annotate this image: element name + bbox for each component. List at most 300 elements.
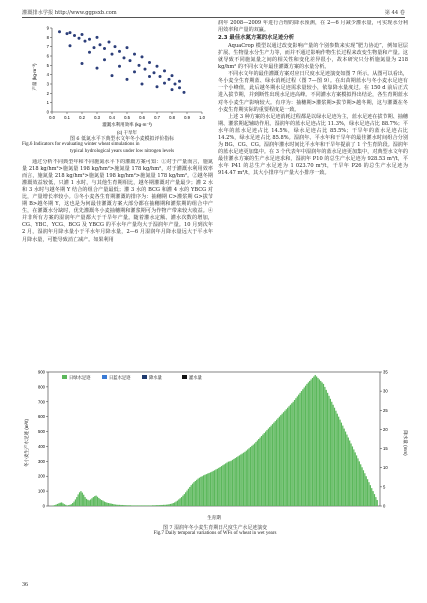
fig6-caption (22, 136, 222, 155)
green-wf-bar (83, 495, 84, 506)
legend-label: 降水量 (149, 375, 162, 380)
bar-y2tick-label: 25 (383, 407, 388, 413)
green-wf-bar (320, 381, 321, 506)
page-number: 36 (22, 582, 28, 588)
green-wf-bar (352, 446, 353, 506)
green-wf-bar (225, 463, 226, 506)
green-wf-bar (64, 504, 65, 506)
scatter-xtick-label: 0.1 (64, 115, 70, 120)
green-wf-bar (195, 481, 196, 506)
green-wf-bar (142, 505, 143, 506)
green-wf-bar (293, 402, 294, 506)
green-wf-bar (178, 499, 179, 506)
bar-chart (22, 368, 408, 523)
green-wf-bar (321, 382, 322, 506)
green-wf-bar (360, 464, 361, 506)
green-wf-bar (363, 470, 364, 506)
green-wf-bar (236, 457, 237, 506)
green-wf-bar (247, 449, 248, 506)
green-wf-bar (254, 443, 255, 506)
green-wf-bar (69, 505, 70, 506)
green-wf-bar (197, 479, 198, 506)
green-wf-bar (124, 505, 125, 506)
green-wf-bar (319, 379, 320, 506)
scatter-ytick-label: 9 (46, 25, 49, 31)
green-wf-bar (56, 505, 57, 506)
green-wf-bar (207, 474, 208, 506)
scatter-panel-label: (c) 干旱年 (117, 130, 137, 135)
bar-y2tick-label: 30 (383, 388, 388, 394)
scatter-point (141, 55, 144, 58)
green-wf-bar (371, 488, 372, 506)
green-wf-bar (284, 411, 285, 506)
green-wf-bar (164, 505, 165, 506)
legend-swatch (182, 375, 187, 379)
green-wf-bar (105, 502, 106, 506)
green-wf-bar (108, 503, 109, 506)
scatter-point (156, 85, 159, 88)
green-wf-bar (302, 389, 303, 506)
right-column (218, 20, 408, 362)
scatter-ytick-label: 8 (46, 34, 49, 40)
green-wf-bar (315, 375, 316, 506)
bar-y2tick-label: 20 (383, 426, 388, 432)
green-wf-bar (91, 498, 92, 506)
scatter-xtick-label: 0.9 (184, 115, 190, 120)
green-wf-bar (288, 406, 289, 506)
green-wf-bar (214, 470, 215, 506)
green-wf-bar (118, 505, 119, 506)
green-wf-bar (109, 503, 110, 506)
green-wf-bar (189, 487, 190, 506)
green-wf-bar (156, 505, 157, 506)
green-wf-bar (111, 504, 112, 506)
green-wf-bar (221, 466, 222, 506)
green-wf-bar (253, 445, 254, 506)
green-wf-bar (273, 423, 274, 506)
green-wf-bar (155, 505, 156, 506)
green-wf-bar (120, 505, 121, 506)
green-wf-bar (276, 420, 277, 506)
volume-number: 第 44 卷 (384, 10, 405, 16)
scatter-point (148, 75, 151, 78)
bar-ytick-label: 900 (38, 369, 45, 375)
green-wf-bar (233, 459, 234, 506)
green-wf-bar (67, 505, 68, 506)
green-wf-bar (226, 463, 227, 506)
green-wf-bar (97, 497, 98, 506)
scatter-point (126, 46, 129, 49)
fig6-caption-cn: 图 6 低氮水平下典型水文年冬小麦模拟评价指标 (69, 136, 175, 142)
bar-ylabel-right: 降水量 (mm) (403, 430, 408, 456)
green-wf-bar (208, 473, 209, 506)
scatter-point (96, 67, 99, 70)
green-wf-bar (112, 504, 113, 506)
green-wf-bar (58, 503, 59, 506)
green-wf-bar (94, 496, 95, 506)
green-wf-bar (82, 493, 83, 506)
scatter-xtick-label: 0.3 (94, 115, 100, 120)
green-wf-bar (215, 469, 216, 506)
green-wf-bar (135, 505, 136, 506)
green-wf-bar (361, 467, 362, 506)
green-wf-bar (134, 505, 135, 506)
fig7-caption (100, 525, 330, 538)
scatter-point (108, 41, 111, 44)
green-wf-bar (72, 503, 73, 506)
scatter-point (133, 70, 136, 73)
scatter-point (81, 62, 84, 65)
green-wf-bar (262, 435, 263, 506)
green-wf-bar (131, 505, 132, 506)
right-paragraph-1: 润年 2008—2009 年进行合理的降水预测，在 2—6 月减少灌水量，可实现水分利用效率和产量的双赢。 (218, 20, 408, 34)
green-wf-bar (355, 452, 356, 506)
green-wf-bar (203, 475, 204, 506)
green-wf-bar (272, 424, 273, 506)
scatter-point (111, 53, 114, 56)
green-wf-bar (79, 492, 80, 506)
green-wf-bar (217, 469, 218, 506)
left-paragraph-1: 通过分析不同典型年和不同施氮水平下的灌溉方案可知：①对于产量而言，施氮量 218 kg/hm²>施氮量 198 kg/hm²>施氮量 178 kg/hm²，对于灌溉水利用效率而言，施氮量 218 kg/hm²>施氮量 198 kg/hm²>施氮量 178 kg/hm²。②越冬期灌溉效益较低，只灌 1 水时，与其他生育期相比，越冬期灌溉对产量最少；灌 2 水和 3 水时与越冬期 Y 结合的组合产量最低；灌 3 水的 BCG 和灌 4 水的 YBCG 对比，产量增长率较小。③冬小麦各生育期灌溉的排序为：抽穗期 C>灌浆期 G>拔节期 B>越冬期 Y，这也是为何最佳灌溉方案大部分都在抽穗期和灌浆期的组合中产生，在灌溉水分缺时，优先灌溉冬小麦抽穗期和灌浆期可为作物产带来较大收益。④并非所有方案的湿润年产量都大于干旱年产量。随着灌水定额、灌水次数的增加，CG、YBC、YCG、BCG 及 YBCG 的平水年产量均大于湿润年产量。10 月到次年 2 月，湿润年月降水量小于平水年月降水量，2—6 月湿润年月降水量远大于平水年月降水量，可能导致消亡减产。如果利用 (22, 159, 213, 243)
right-paragraph-4: 上述 3 种方案的水足迹消耗过程都是以绿水足迹为主，蓝水足迹在拔节期、抽穗期、灌浆期起辅助作用。湿润年的蓝水足迹占比 11.3%，绿水足迹占比 88.7%；平水年的蓝水足迹占比 14.5%，绿水足迹占比 85.5%；干旱年的蓝水足迹占比 14.2%，绿水足迹占比 85.8%。湿润年、平水年和干旱年的最佳灌水时间组合分别为 BG、CG、CG。湿润年灌水时间比平水年和干旱年提前了 1 个生育阶段。湿润年的蓝水足迹更加集中。在 3 个代表年中湿润年的蓝水足迹更加集中，对典型水文年的最佳灌水方案的生产水足迹求和，湿润年 P10 的总生产水足迹为 928.53 m³/t，平水年 P41 的总生产水足迹为 1 023.70 m³/t，干旱年 P26 的总生产水足迹为 914.47 m³/t，其大小排序与产量大小排序一致。 (218, 113, 408, 176)
green-wf-bar (104, 502, 105, 506)
green-wf-bar (331, 402, 332, 506)
green-wf-bar (182, 496, 183, 506)
green-wf-bar (141, 505, 142, 506)
green-wf-bar (243, 453, 244, 506)
green-wf-bar (286, 409, 287, 506)
green-wf-bar (123, 505, 124, 506)
green-wf-bar (146, 505, 147, 506)
green-wf-bar (244, 452, 245, 506)
scatter-point (78, 37, 81, 40)
green-wf-bar (350, 443, 351, 506)
green-wf-bar (310, 379, 311, 506)
green-wf-bar (290, 405, 291, 506)
green-wf-bar (229, 461, 230, 506)
scatter-xtick-label: 0.4 (109, 115, 115, 120)
scatter-chart (30, 22, 210, 137)
green-wf-bar (75, 499, 76, 506)
green-wf-bar (348, 438, 349, 506)
scatter-point (118, 50, 121, 53)
green-wf-bar (346, 435, 347, 506)
scatter-xtick-label: 0.0 (49, 115, 55, 120)
green-wf-bar (333, 405, 334, 506)
scatter-point (99, 43, 102, 46)
scatter-ytick-label: 7 (46, 44, 49, 50)
green-wf-bar (224, 464, 225, 506)
scatter-xlabel: 灌溉水利用效率 (kg·m⁻³) (102, 122, 152, 127)
journal-name: 灌溉排水学报 http://www.ggpsxb.com (22, 10, 117, 16)
green-wf-bar (138, 505, 139, 506)
scatter-point (84, 40, 87, 43)
legend-label: 灌水量 (189, 375, 202, 380)
green-wf-bar (324, 387, 325, 506)
scatter-point (118, 65, 121, 68)
green-wf-bar (237, 456, 238, 506)
legend-label: 日蓝水足迹 (109, 375, 131, 380)
bar-y2tick-label: 0 (383, 503, 386, 509)
scatter-point (141, 83, 144, 86)
green-wf-bar (304, 387, 305, 506)
scatter-point (114, 45, 117, 48)
green-wf-bar (240, 454, 241, 506)
green-wf-bar (101, 500, 102, 506)
green-wf-bar (107, 503, 108, 506)
scatter-xtick-label: 0.7 (154, 115, 160, 120)
green-wf-bar (193, 482, 194, 506)
scatter-ytick-label: 6 (46, 53, 49, 59)
scatter-point (73, 34, 76, 37)
green-wf-bar (344, 429, 345, 506)
legend-swatch (142, 375, 147, 379)
green-wf-bar (115, 505, 116, 506)
bar-y2tick-label: 35 (383, 369, 388, 375)
scatter-xtick-label: 0.6 (139, 115, 145, 120)
scatter-ytick-label: 3 (46, 81, 49, 87)
bar-ytick-label: 0 (42, 503, 45, 509)
green-wf-bar (248, 448, 249, 506)
green-wf-bar (122, 505, 123, 506)
green-wf-bar (275, 421, 276, 506)
green-wf-bar (185, 492, 186, 506)
green-wf-bar (62, 503, 63, 506)
green-wf-bar (297, 396, 298, 506)
green-wf-bar (180, 498, 181, 506)
green-wf-bar (291, 403, 292, 506)
scatter-point (69, 31, 72, 34)
green-wf-bar (259, 438, 260, 506)
bar-ytick-label: 400 (38, 443, 45, 449)
green-wf-bar (129, 505, 130, 506)
green-wf-bar (282, 414, 283, 506)
bar-y2tick-label: 5 (383, 484, 386, 490)
green-wf-bar (301, 391, 302, 506)
bar-ytick-label: 600 (38, 414, 45, 420)
green-wf-bar (364, 473, 365, 506)
green-wf-bar (261, 436, 262, 506)
scatter-point (81, 33, 84, 36)
scatter-ytick-label: 0 (46, 109, 49, 115)
scatter-xtick-label: 1.0 (199, 115, 205, 120)
green-wf-bar (60, 503, 61, 506)
green-wf-bar (162, 505, 163, 506)
scatter-point (171, 74, 174, 77)
scatter-point (103, 58, 106, 61)
green-wf-bar (339, 420, 340, 506)
green-wf-bar (175, 502, 176, 506)
scatter-point (69, 44, 72, 47)
green-wf-bar (151, 505, 152, 506)
green-wf-bar (186, 491, 187, 506)
scatter-point (174, 83, 177, 86)
green-wf-bar (222, 465, 223, 506)
green-wf-bar (295, 398, 296, 506)
green-wf-bar (84, 497, 85, 506)
green-wf-bar (157, 505, 158, 506)
green-wf-bar (149, 505, 150, 506)
green-wf-bar (93, 497, 94, 506)
green-wf-bar (268, 429, 269, 506)
green-wf-bar (264, 433, 265, 506)
green-wf-bar (375, 497, 376, 506)
green-wf-bar (113, 504, 114, 506)
green-wf-bar (228, 462, 229, 506)
bar-y2tick-label: 10 (383, 465, 388, 471)
scatter-point (178, 86, 181, 89)
green-wf-bar (327, 393, 328, 506)
scatter-point (58, 30, 61, 33)
bar-ytick-label: 200 (38, 473, 45, 479)
green-wf-bar (169, 504, 170, 506)
scatter-point (96, 36, 99, 39)
green-wf-bar (277, 418, 278, 506)
green-wf-bar (330, 399, 331, 506)
green-wf-bar (140, 505, 141, 506)
green-wf-bar (130, 505, 131, 506)
bar-xlabel: 生育期 (207, 515, 221, 520)
green-wf-bar (86, 499, 87, 506)
scatter-ylabel: 产量 (kg·m⁻³) (32, 63, 37, 91)
green-wf-bar (200, 477, 201, 506)
green-wf-bar (148, 505, 149, 506)
fig6-caption-en-2: typical hydrological years under low nitrogen levels (69, 148, 175, 154)
green-wf-bar (213, 471, 214, 506)
green-wf-bar (206, 474, 207, 506)
scatter-point (163, 69, 166, 72)
green-wf-bar (377, 500, 378, 506)
green-wf-bar (374, 494, 375, 506)
green-wf-bar (167, 505, 168, 506)
fig6-caption-en-1: Fig.6 Indicators for evaluating winter wheat simulations in (22, 142, 140, 148)
green-wf-bar (204, 475, 205, 506)
scatter-point (144, 68, 147, 71)
green-wf-bar (359, 461, 360, 506)
scatter-point (93, 46, 96, 49)
green-wf-bar (65, 505, 66, 506)
green-wf-bar (192, 484, 193, 506)
left-column (22, 159, 213, 359)
green-wf-bar (231, 461, 232, 506)
green-wf-bar (345, 432, 346, 506)
green-wf-bar (255, 442, 256, 506)
fig7-caption-en: Fig.7 Daily temporal variations of WFs of wheat in wet years (153, 531, 277, 537)
bar-ytick-label: 800 (38, 384, 45, 390)
scatter-ytick-label: 1 (46, 100, 49, 106)
green-wf-bar (89, 500, 90, 506)
green-wf-bar (232, 460, 233, 506)
green-wf-bar (338, 417, 339, 506)
scatter-point (171, 88, 174, 91)
green-wf-bar (280, 415, 281, 506)
scatter-point (148, 61, 151, 64)
scatter-xtick-label: 0.5 (124, 115, 130, 120)
green-wf-bar (235, 458, 236, 506)
green-wf-bar (196, 480, 197, 506)
scatter-xtick-label: 0.8 (169, 115, 175, 120)
right-paragraph-2: AquaCrop 模型以通过改变影响产量的个别参数来实现“肥力协迫”，例如冠层扩展、生物量水分生产力等，而并不通过影响作物生长过程来改变生物量和产量。这就导致不同施氮量之间的相关性和变化差异很小，故本研究只分析施氮量为 218 kg/hm² 的不同水文年最佳灌溉方案的水量分析。 (218, 43, 408, 71)
scatter-point (178, 80, 181, 83)
green-wf-bar (305, 386, 306, 506)
green-wf-bar (191, 485, 192, 506)
scatter-point (163, 82, 166, 85)
scatter-point (103, 47, 106, 50)
fig7-caption-cn: 图 7 湿润年冬小麦生育期日尺度生产水足迹演变 (162, 525, 268, 531)
green-wf-bar (159, 505, 160, 506)
green-wf-bar (54, 505, 55, 506)
green-wf-bar (71, 504, 72, 506)
green-wf-bar (181, 497, 182, 506)
scatter-point (129, 59, 132, 62)
green-wf-bar (349, 440, 350, 506)
green-wf-bar (173, 503, 174, 506)
green-wf-bar (126, 505, 127, 506)
green-wf-bar (220, 467, 221, 506)
green-wf-bar (298, 395, 299, 506)
legend-swatch (62, 375, 67, 379)
green-wf-bar (242, 454, 243, 506)
green-wf-bar (127, 505, 128, 506)
scatter-point (111, 74, 114, 77)
green-wf-bar (342, 426, 343, 506)
green-wf-bar (357, 458, 358, 506)
green-wf-bar (366, 476, 367, 506)
green-wf-bar (102, 501, 103, 506)
green-wf-bar (306, 384, 307, 506)
green-wf-bar (258, 439, 259, 506)
green-wf-bar (171, 504, 172, 506)
scatter-point (126, 78, 129, 81)
green-wf-bar (287, 408, 288, 506)
scatter-point (159, 75, 162, 78)
green-wf-bar (133, 505, 134, 506)
green-wf-bar (76, 497, 77, 506)
green-wf-bar (251, 446, 252, 506)
green-wf-bar (53, 505, 54, 506)
green-wf-bar (257, 440, 258, 506)
green-wf-bar (210, 472, 211, 506)
green-wf-bar (166, 505, 167, 506)
green-wf-bar (250, 447, 251, 506)
green-wf-bar (202, 476, 203, 506)
bar-y2tick-label: 15 (383, 446, 388, 452)
green-wf-bar (239, 455, 240, 506)
green-wf-bar (199, 478, 200, 506)
legend-swatch (102, 375, 107, 379)
green-wf-bar (100, 499, 101, 506)
green-wf-bar (160, 505, 161, 506)
green-wf-bar (61, 502, 62, 506)
scatter-point (88, 38, 91, 41)
bar-ytick-label: 700 (38, 399, 45, 405)
green-wf-bar (211, 472, 212, 506)
section-title: 2.3 最佳水氮方案的水足迹分析 (218, 35, 295, 42)
green-wf-bar (312, 378, 313, 506)
green-wf-bar (57, 504, 58, 506)
green-wf-bar (73, 502, 74, 506)
green-wf-bar (335, 411, 336, 506)
green-wf-bar (266, 430, 267, 506)
green-wf-bar (279, 417, 280, 506)
green-wf-bar (269, 427, 270, 506)
green-wf-bar (68, 505, 69, 506)
green-wf-bar (80, 491, 81, 506)
green-wf-bar (163, 505, 164, 506)
green-wf-bar (170, 504, 171, 506)
green-wf-bar (177, 501, 178, 506)
green-wf-bar (328, 396, 329, 506)
